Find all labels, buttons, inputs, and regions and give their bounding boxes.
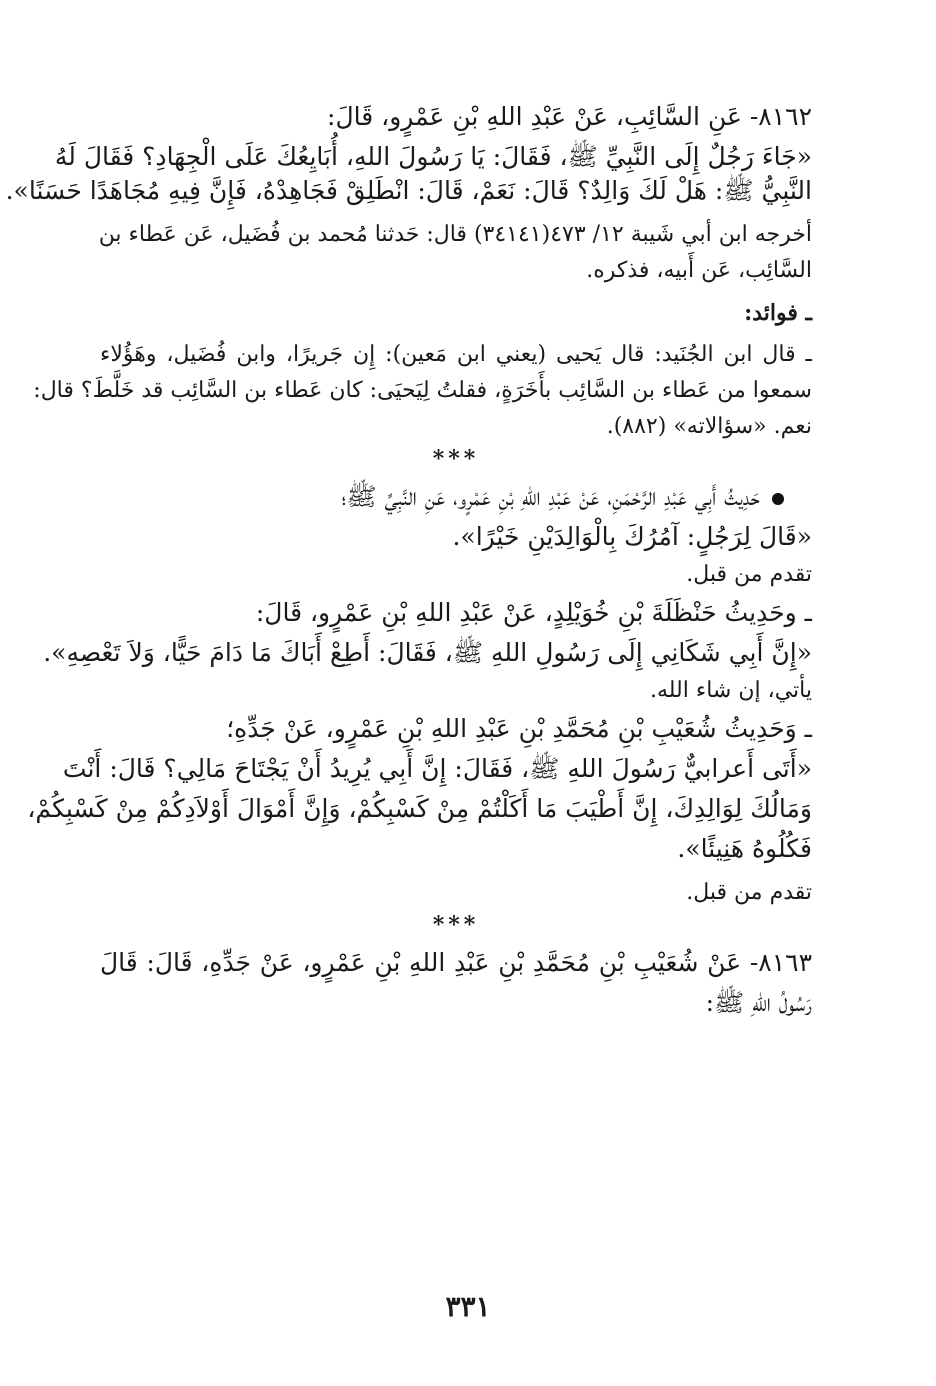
hadith-8162-matn-line-2: النَّبِيُّ ﷺ: هَلْ لَكَ وَالِدٌ؟ قَالَ: نَعَمْ، قَالَ: انْطَلِقْ فَجَاهِدْهُ، فَإِنَّ فِيهِ مُجَاهَدًا حَسَنًا».	[5, 176, 812, 205]
takhrij-line-2: السَّائِب، عَن أَبيه، فذكره.	[586, 258, 812, 283]
hadith-8163-header: ٨١٦٣- عَنْ شُعَيْبِ بْنِ مُحَمَّدِ بْنِ عَبْدِ اللهِ بْنِ عَمْرٍو، عَنْ جَدِّهِ، قَالَ: قَالَ	[100, 948, 812, 977]
fawaid-heading: ـ فوائد:	[744, 300, 812, 326]
hadith-shuayb-matn-line-3: فَكُلُوهُ هَنِيئًا».	[677, 834, 812, 863]
page-body	[5, 100, 812, 1020]
hadith-abd-rahman-header-text: حَدِيثُ أَبِي عَبْدِ الرَّحْمَنِ، عَنْ عَبْدِ اللهِ بْنِ عَمْرٍو، عَنِ النَّبِيِّ ﷺ؛	[341, 482, 760, 511]
takhrij-line-1: أخرجه ابن أبي شَيبة ١٢/ ٤٧٣(٣٤١٤١) قال: حَدثنا مُحمد بن فُضَيل، عَن عَطاء بن	[98, 222, 812, 247]
hadith-shuayb-matn-line-2: وَمَالُكَ لِوَالِدِكَ، إِنَّ أَطْيَبَ مَا أَكَلْتُمْ مِنْ كَسْبِكُمْ، وَإِنَّ أَمْوَالَ أَوْلاَدِكُمْ مِنْ كَسْبِكُمْ،	[27, 794, 812, 823]
hadith-abd-rahman-header	[100, 480, 812, 514]
hadith-abd-rahman-matn: «قَالَ لِرَجُلٍ: آمُرُكَ بِالْوَالِدَيْنِ خَيْرًا».	[452, 522, 812, 551]
hadith-8163-header-line-2: رَسُولُ اللهِ ﷺ:	[705, 988, 812, 1017]
page-number: ٣٣١	[445, 1290, 491, 1323]
hadith-shuayb-header: ـ وَحَدِيثُ شُعَيْبِ بْنِ مُحَمَّدِ بْنِ عَبْدِ اللهِ بْنِ عَمْرٍو، عَنْ جَدِّهِ؛	[226, 714, 812, 743]
hadith-8162-header: ٨١٦٢- عَنِ السَّائِبِ، عَنْ عَبْدِ اللهِ بْنِ عَمْرٍو، قَالَ:	[327, 102, 812, 131]
fawaid-line-1: ـ قال ابن الجُنَيد: قال يَحيى (يعني ابن مَعين): إِن جَريرًا، وابن فُضَيل، وهَؤُلاء	[100, 342, 812, 367]
hadith-shuayb-note: تقدم من قبل.	[686, 880, 812, 905]
hadith-abd-rahman-note: تقدم من قبل.	[686, 562, 812, 587]
hadith-hanzala-header: ـ وحَدِيثُ حَنْظَلَةَ بْنِ خُوَيْلِدٍ، عَنْ عَبْدِ اللهِ بْنِ عَمْرٍو، قَالَ:	[255, 598, 812, 627]
hadith-shuayb-matn-line-1: «أَتَى أَعرابيٌّ رَسُولَ اللهِ ﷺ، فَقَالَ: إِنَّ أَبِي يُرِيدُ أَنْ يَجْتَاحَ مَالِي؟ قَالَ: أَنْتَ	[62, 754, 812, 783]
section-separator-2: ***	[432, 912, 480, 938]
hadith-8162-matn-line-1: «جَاءَ رَجُلٌ إِلَى النَّبِيِّ ﷺ، فَقَالَ: يَا رَسُولَ اللهِ، أُبَايِعُكَ عَلَى الْجِهَادِ؟ فَقَالَ لَهُ	[54, 142, 812, 171]
section-separator: ***	[432, 446, 480, 472]
hadith-hanzala-matn: «إِنَّ أَبِي شَكَانِي إِلَى رَسُولِ اللهِ ﷺ، فَقَالَ: أَطِعْ أَبَاكَ مَا دَامَ حَيًّا، وَلاَ تَعْصِهِ».	[43, 638, 812, 667]
fawaid-line-3: نعم. «سؤالاته» (٨٨٢).	[606, 414, 812, 439]
hadith-hanzala-note: يأتي، إن شاء الله.	[649, 678, 812, 703]
bullet-icon	[772, 493, 784, 505]
fawaid-line-2: سمعوا من عَطاء بن السَّائِب بأَخَرَةٍ، فقلتُ لِيَحيَى: كان عَطاء بن السَّائِب قد خَلَّطَ؟ قال:	[33, 378, 812, 403]
